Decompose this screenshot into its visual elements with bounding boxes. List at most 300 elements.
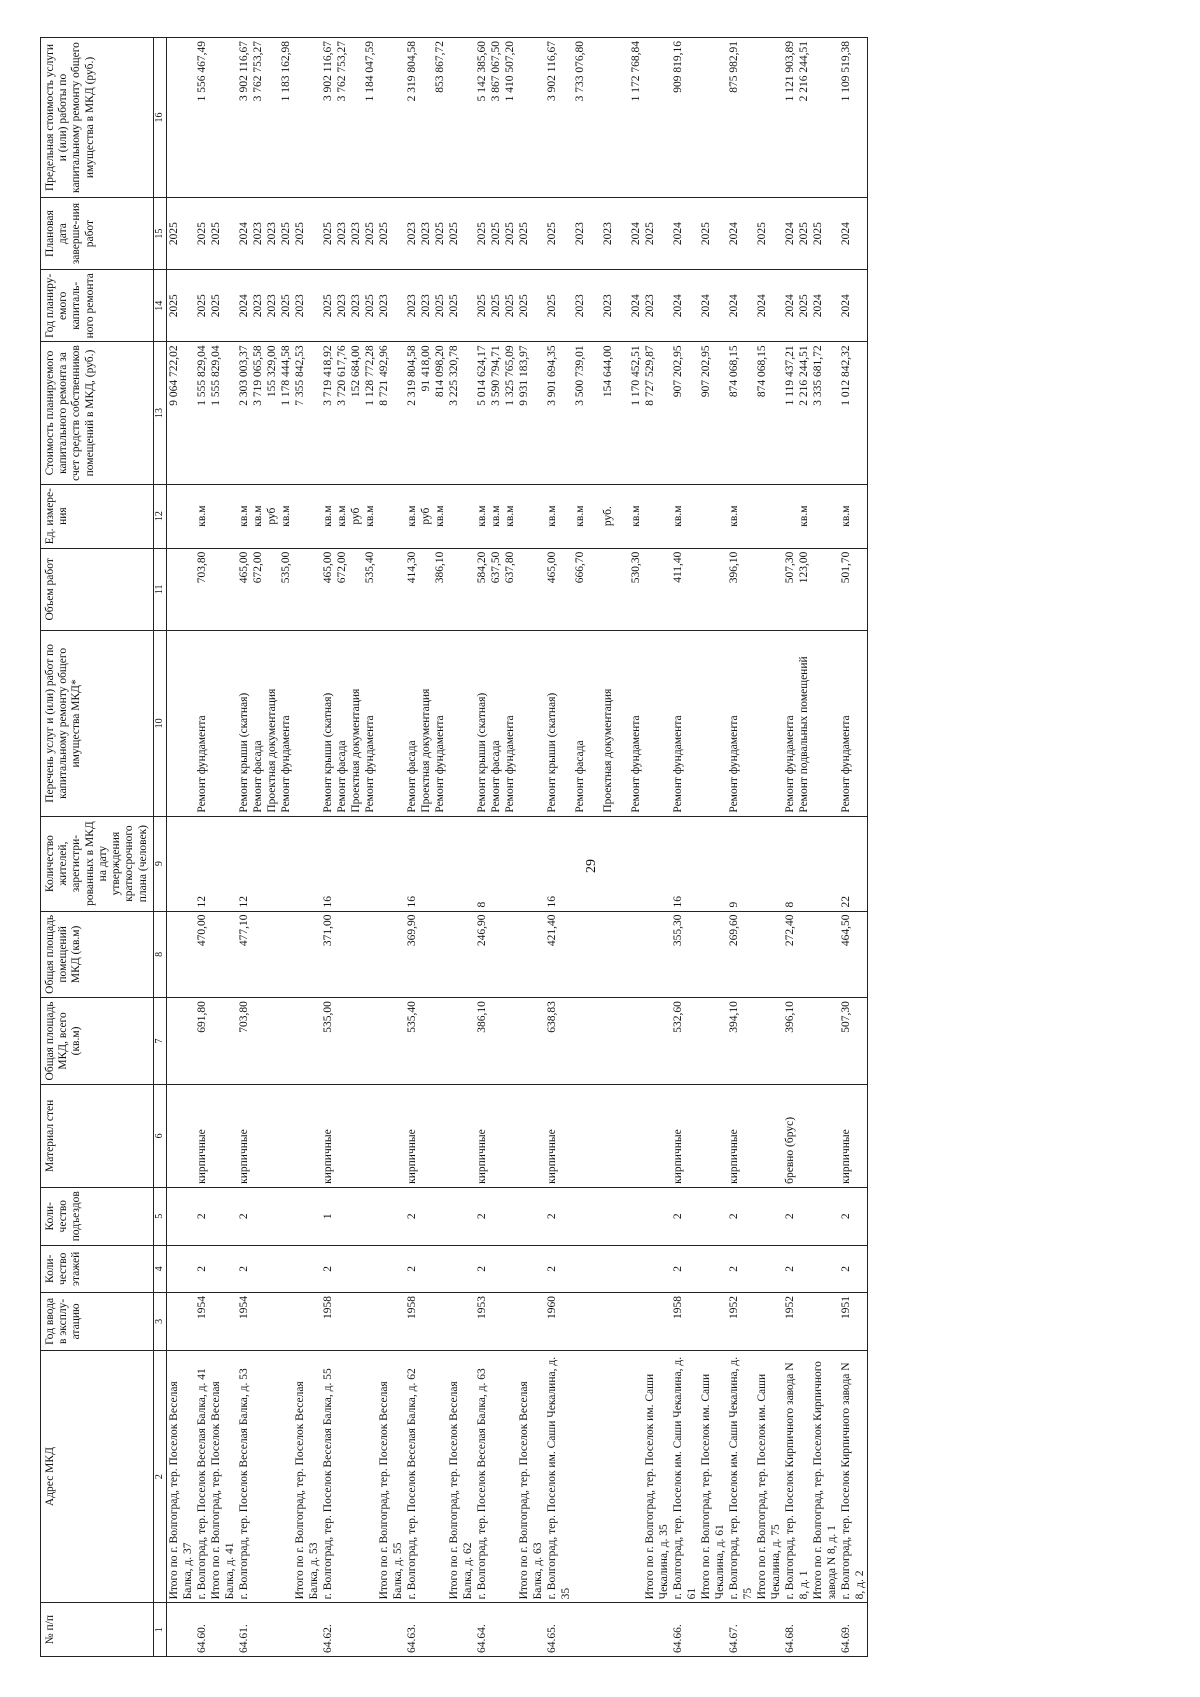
volume-cell	[475, 548, 517, 630]
unit-cell	[671, 484, 699, 548]
year-cell: 1952	[727, 1293, 755, 1351]
planned-date-cell-line: 2025	[700, 222, 713, 246]
cost-cell-line: 3 720 617,76	[335, 345, 348, 406]
unit-cell	[166, 484, 195, 548]
cost-cell-line: 3 719 418,92	[321, 345, 334, 406]
unit-cell-line: кв.м	[489, 505, 502, 527]
volume-cell-line	[419, 552, 433, 627]
limit-cost-cell-line: 1 109 519,38	[840, 41, 853, 102]
limit-cost-cell-line: 5 142 385,60	[475, 41, 488, 102]
planned-date-cell	[377, 198, 405, 270]
column-number: 15	[153, 198, 166, 270]
cost-cell	[166, 342, 195, 484]
address-cell: Итого по г. Волгоград, тер. Поселок им. Саши Чекалина, д. 35	[643, 1350, 671, 1603]
volume-cell	[811, 548, 839, 630]
premises-area-cell	[377, 911, 405, 998]
planned-date-cell-line: 2023	[349, 222, 362, 246]
volume-cell	[195, 548, 209, 630]
unit-cell-line: кв.м	[405, 505, 418, 527]
cost-cell-line: 1 325 765,09	[503, 345, 516, 406]
cost-cell-line: 1 170 452,51	[629, 345, 642, 406]
works-cell	[293, 631, 321, 817]
planned-date-cell-line: 2025	[433, 222, 446, 246]
table-row	[839, 38, 868, 1657]
year-cell	[166, 1293, 195, 1351]
row-number: 64.64.	[475, 1603, 517, 1657]
unit-cell-line: кв.м	[475, 505, 488, 527]
limit-cost-cell-line	[265, 41, 279, 194]
address-cell: Итого по г. Волгоград, тер. Поселок Веселая Балка, д. 41	[209, 1350, 237, 1603]
volume-cell-line: 637,80	[503, 551, 516, 584]
premises-area-cell: 355,30	[671, 911, 699, 998]
wall-material-cell	[643, 1084, 671, 1187]
year-cell	[643, 1293, 671, 1351]
planned-year-cell-line: 2025	[363, 294, 376, 318]
planned-year-cell-line: 2023	[293, 294, 306, 318]
works-cell	[783, 631, 811, 817]
year-cell: 1958	[321, 1293, 377, 1351]
planned-year-cell-line: 2024	[784, 294, 797, 318]
unit-cell-line: кв.м	[321, 505, 334, 527]
limit-cost-cell-line	[587, 41, 601, 194]
volume-cell	[783, 548, 811, 630]
planned-date-cell-line: 2024	[629, 222, 642, 246]
residents-cell: 22	[839, 816, 868, 911]
residents-cell: 16	[321, 816, 377, 911]
planned-date-cell	[475, 198, 517, 270]
residents-cell	[811, 816, 839, 911]
planned-year-cell-line: 2024	[756, 294, 769, 318]
column-header: Общая площадь МКД, всего (кв.м)	[41, 998, 154, 1085]
row-number	[643, 1603, 671, 1657]
floors-cell	[447, 1245, 475, 1292]
limit-cost-cell	[405, 38, 447, 198]
works-cell-line: Ремонт фундамента	[629, 715, 642, 813]
table-row	[237, 38, 293, 1657]
total-area-cell	[166, 998, 195, 1085]
year-cell	[447, 1293, 475, 1351]
subtotal-row	[447, 38, 475, 1657]
residents-cell	[699, 816, 727, 911]
planned-date-cell	[293, 198, 321, 270]
unit-cell	[293, 484, 321, 548]
premises-area-cell	[517, 911, 545, 998]
limit-cost-cell	[195, 38, 209, 198]
volume-cell	[237, 548, 293, 630]
total-area-cell	[699, 998, 727, 1085]
works-cell-line: Ремонт фундамента	[433, 715, 446, 813]
cost-cell-line: 152 684,00	[349, 345, 362, 398]
unit-cell-line: руб.	[601, 506, 614, 527]
planned-date-cell	[811, 198, 839, 270]
unit-cell-line: кв.м	[433, 505, 446, 527]
planned-year-cell-line: 2023	[419, 294, 432, 318]
unit-cell-line: руб	[349, 507, 362, 525]
premises-area-cell: 421,40	[545, 911, 643, 998]
works-cell	[839, 631, 868, 817]
volume-cell-line: 672,00	[335, 551, 348, 584]
unit-cell	[377, 484, 405, 548]
planned-date-cell	[209, 198, 237, 270]
works-cell-line: Ремонт фасада	[405, 740, 418, 813]
entrances-cell	[699, 1187, 727, 1245]
planned-year-cell	[545, 270, 643, 342]
planned-year-cell-line: 2024	[840, 294, 853, 318]
limit-cost-cell	[447, 38, 475, 198]
cost-cell-line: 1 178 444,58	[279, 345, 292, 406]
planned-year-cell-line: 2025	[321, 294, 334, 318]
planned-date-cell	[405, 198, 447, 270]
unit-cell	[727, 484, 755, 548]
limit-cost-cell-line: 1 172 768,84	[629, 41, 642, 102]
works-cell	[699, 631, 727, 817]
entrances-cell	[447, 1187, 475, 1245]
premises-area-cell	[811, 911, 839, 998]
planned-year-cell-line: 2024	[728, 294, 741, 318]
planned-date-cell	[517, 198, 545, 270]
cost-cell	[517, 342, 545, 484]
unit-cell	[783, 484, 811, 548]
planned-date-cell-line: 2025	[363, 222, 376, 246]
volume-cell	[321, 548, 377, 630]
total-area-cell	[643, 998, 671, 1085]
residents-cell: 12	[195, 816, 209, 911]
entrances-cell: 2	[727, 1187, 755, 1245]
cost-cell	[671, 342, 699, 484]
row-number	[755, 1603, 783, 1657]
subtotal-row	[517, 38, 545, 1657]
limit-cost-cell-line: 909 819,16	[671, 41, 684, 93]
header-row	[41, 38, 154, 1657]
volume-cell-line: 672,00	[251, 551, 264, 584]
planned-date-cell-line: 2025	[293, 222, 306, 246]
unit-cell-line: кв.м	[335, 505, 348, 527]
cost-cell-line: 1 555 829,04	[209, 345, 222, 406]
total-area-cell	[293, 998, 321, 1085]
limit-cost-cell	[727, 38, 755, 198]
floors-cell	[699, 1245, 727, 1292]
works-cell-line: Ремонт крыши (скатная)	[475, 692, 488, 813]
address-cell: Итого по г. Волгоград, тер. Поселок Веселая Балка, д. 62	[447, 1350, 475, 1603]
cost-cell-line: 3 500 739,01	[573, 345, 586, 406]
limit-cost-cell-line: 3 902 116,67	[545, 41, 558, 101]
rotated-sheet	[40, 37, 1170, 1657]
page-number: 29	[584, 859, 599, 873]
row-number: 64.69.	[839, 1603, 868, 1657]
cost-cell	[377, 342, 405, 484]
column-number: 9	[153, 816, 166, 911]
cost-cell	[447, 342, 475, 484]
works-cell-line: Ремонт фундамента	[195, 715, 208, 813]
planned-date-cell	[671, 198, 699, 270]
address-cell: Итого по г. Волгоград, тер. Поселок им. Саши Чекалина, д. 75	[755, 1350, 783, 1603]
volume-cell	[293, 548, 321, 630]
planned-date-cell-line: 2025	[517, 222, 530, 246]
wall-material-cell	[811, 1084, 839, 1187]
planned-year-cell-line: 2023	[573, 294, 586, 318]
row-number: 64.65.	[545, 1603, 643, 1657]
planned-year-cell-line: 2023	[335, 294, 348, 318]
volume-cell-line: 465,00	[321, 551, 334, 584]
volume-cell-line: 703,80	[195, 551, 208, 584]
row-number: 64.61.	[237, 1603, 293, 1657]
unit-cell-line: кв.м	[545, 505, 558, 527]
planned-date-cell	[839, 198, 868, 270]
volume-cell-line: 530,30	[629, 551, 642, 584]
limit-cost-cell	[475, 38, 517, 198]
planned-date-cell	[195, 198, 209, 270]
cost-cell-line: 3 225 320,78	[447, 345, 460, 406]
cost-cell-line: 154 644,00	[601, 345, 614, 398]
planned-date-cell-line: 2024	[728, 222, 741, 246]
planned-year-cell	[783, 270, 811, 342]
planned-date-cell	[699, 198, 727, 270]
year-cell	[755, 1293, 783, 1351]
floors-cell: 2	[195, 1245, 209, 1292]
wall-material-cell: кирпичные	[475, 1084, 517, 1187]
works-cell-line: Ремонт крыши (скатная)	[237, 692, 250, 813]
column-header: Перечень услуг и (или) работ по капитальному ремонту общего имущества МКД*	[41, 631, 154, 817]
floors-cell: 2	[545, 1245, 643, 1292]
planned-date-cell-line	[559, 201, 573, 266]
premises-area-cell	[447, 911, 475, 998]
wall-material-cell: кирпичные	[195, 1084, 209, 1187]
unit-cell-line: кв.м	[503, 505, 516, 527]
year-cell	[699, 1293, 727, 1351]
row-number	[517, 1603, 545, 1657]
volume-cell-line	[587, 552, 601, 627]
wall-material-cell: кирпичные	[839, 1084, 868, 1187]
cost-cell-line: 155 329,00	[265, 345, 278, 398]
works-cell-line: Ремонт фундамента	[671, 715, 684, 813]
entrances-cell: 2	[195, 1187, 209, 1245]
volume-cell-line: 501,70	[840, 551, 853, 584]
entrances-cell	[517, 1187, 545, 1245]
total-area-cell: 691,80	[195, 998, 209, 1085]
floors-cell: 2	[405, 1245, 447, 1292]
volume-cell	[377, 548, 405, 630]
works-cell-line: Проектная документация	[601, 688, 614, 813]
wall-material-cell: бревно (брус)	[783, 1084, 811, 1187]
volume-cell-line: 414,30	[405, 551, 418, 584]
column-number: 3	[153, 1293, 166, 1351]
limit-cost-cell	[293, 38, 321, 198]
entrances-cell: 2	[783, 1187, 811, 1245]
cost-cell-line: 814 098,20	[433, 345, 446, 398]
unit-cell	[643, 484, 671, 548]
cost-cell-line: 2 303 003,37	[237, 345, 250, 406]
planned-year-cell	[447, 270, 475, 342]
volume-cell-line: 584,20	[475, 551, 488, 584]
volume-cell	[699, 548, 727, 630]
planned-year-cell	[643, 270, 671, 342]
column-number: 2	[153, 1350, 166, 1603]
column-number: 10	[153, 631, 166, 817]
limit-cost-cell	[166, 38, 195, 198]
limit-cost-cell-line: 1 121 903,89	[784, 41, 797, 102]
unit-cell	[755, 484, 783, 548]
table-row	[475, 38, 517, 1657]
unit-cell-line	[587, 488, 601, 545]
total-area-cell: 532,60	[671, 998, 699, 1085]
planned-year-cell	[293, 270, 321, 342]
subtotal-row	[643, 38, 671, 1657]
planned-date-cell-line: 2025	[812, 222, 825, 246]
volume-cell	[671, 548, 699, 630]
limit-cost-cell-line	[615, 41, 629, 194]
works-cell-line: Проектная документация	[419, 688, 432, 813]
total-area-cell: 703,80	[237, 998, 293, 1085]
planned-year-cell-line: 2025	[167, 294, 180, 318]
address-cell: г. Волгоград, тер. Поселок Веселая Балка, д. 63	[475, 1350, 517, 1603]
floors-cell	[209, 1245, 237, 1292]
planned-year-cell	[377, 270, 405, 342]
wall-material-cell	[166, 1084, 195, 1187]
column-header: Год планиру-емого капиталь-ного ремонта	[41, 270, 154, 342]
unit-cell-line: кв.м	[251, 505, 264, 527]
planned-year-cell-line: 2023	[601, 294, 614, 318]
unit-cell-line: кв.м	[363, 505, 376, 527]
table-row	[727, 38, 755, 1657]
limit-cost-cell	[209, 38, 237, 198]
limit-cost-cell-line: 3 867 067,50	[489, 41, 502, 102]
column-header: Предельная стоимость услуги и (или) работы по капитальному ремонту общего имущества в МКД (руб.)	[41, 38, 154, 198]
row-number	[811, 1603, 839, 1657]
planned-year-cell-line: 2024	[812, 294, 825, 318]
entrances-cell: 2	[405, 1187, 447, 1245]
works-cell-line: Ремонт фундамента	[279, 715, 292, 813]
planned-year-cell-line: 2024	[237, 294, 250, 318]
works-cell	[545, 631, 643, 817]
cost-cell	[405, 342, 447, 484]
volume-cell-line	[265, 552, 279, 627]
planned-year-cell	[405, 270, 447, 342]
premises-area-cell	[699, 911, 727, 998]
subtotal-row	[811, 38, 839, 1657]
row-number	[166, 1603, 195, 1657]
address-cell: г. Волгоград, тер. Поселок им. Саши Чекалина, д. 75	[727, 1350, 755, 1603]
year-cell: 1954	[195, 1293, 209, 1351]
cost-cell-line: 907 202,95	[700, 345, 713, 398]
planned-date-cell-line: 2025	[798, 222, 811, 246]
cost-cell-line	[587, 345, 601, 480]
residents-cell	[517, 816, 545, 911]
cost-cell-line: 7 355 842,53	[293, 345, 306, 406]
unit-cell-line: руб	[265, 507, 278, 525]
premises-area-cell: 371,00	[321, 911, 377, 998]
planned-date-cell-line: 2025	[167, 222, 180, 246]
row-number: 64.68.	[783, 1603, 811, 1657]
column-header: Общая площадь помещений МКД (кв.м)	[41, 911, 154, 998]
cost-cell	[293, 342, 321, 484]
entrances-cell: 2	[671, 1187, 699, 1245]
limit-cost-cell-line: 875 982,91	[728, 41, 741, 93]
planned-year-cell-line: 2025	[489, 294, 502, 318]
unit-cell-line	[615, 488, 629, 545]
volume-cell-line: 507,30	[784, 551, 797, 584]
entrances-cell	[811, 1187, 839, 1245]
row-number: 64.63.	[405, 1603, 447, 1657]
unit-cell	[811, 484, 839, 548]
planned-year-cell-line	[615, 273, 629, 338]
total-area-cell: 535,00	[321, 998, 377, 1085]
wall-material-cell	[377, 1084, 405, 1187]
planned-year-cell-line: 2025	[279, 294, 292, 318]
volume-cell-line	[615, 552, 629, 627]
planned-year-cell	[839, 270, 868, 342]
volume-cell-line: 535,40	[363, 551, 376, 584]
works-cell-line: Ремонт фундамента	[784, 715, 797, 813]
planned-date-cell	[783, 198, 811, 270]
column-number: 1	[153, 1603, 166, 1657]
column-header: № п/п	[41, 1603, 154, 1657]
column-header: Ед. измере-ния	[41, 484, 154, 548]
works-cell	[811, 631, 839, 817]
planned-year-cell-line: 2023	[251, 294, 264, 318]
works-cell-line	[615, 634, 629, 813]
entrances-cell: 2	[475, 1187, 517, 1245]
cost-cell	[209, 342, 237, 484]
floors-cell	[517, 1245, 545, 1292]
table-row	[321, 38, 377, 1657]
residents-cell: 12	[237, 816, 293, 911]
unit-cell	[321, 484, 377, 548]
wall-material-cell: кирпичные	[237, 1084, 293, 1187]
column-header: Стоимость планируемого капитального ремонта за счет средств собственников помещений в МКД, (руб.)	[41, 342, 154, 484]
planned-date-cell-line	[615, 201, 629, 266]
planned-date-cell-line: 2025	[503, 222, 516, 246]
total-area-cell	[447, 998, 475, 1085]
column-number: 8	[153, 911, 166, 998]
year-cell: 1952	[783, 1293, 811, 1351]
works-cell-line: Ремонт крыши (скатная)	[321, 692, 334, 813]
volume-cell	[166, 548, 195, 630]
floors-cell: 2	[783, 1245, 811, 1292]
column-header: Плановая дата заверше-ния работ	[41, 198, 154, 270]
volume-cell	[405, 548, 447, 630]
premises-area-cell: 369,90	[405, 911, 447, 998]
address-cell: г. Волгоград, тер. Поселок Кирпичного завода N 8, д. 1	[783, 1350, 811, 1603]
works-cell-line	[559, 634, 573, 813]
planned-year-cell	[475, 270, 517, 342]
table-row	[671, 38, 699, 1657]
planned-date-cell-line: 2025	[447, 222, 460, 246]
limit-cost-cell-line: 1 556 467,49	[195, 41, 208, 102]
unit-cell-line	[559, 488, 573, 545]
year-cell: 1960	[545, 1293, 643, 1351]
unit-cell	[475, 484, 517, 548]
works-cell	[209, 631, 237, 817]
planned-date-cell	[237, 198, 293, 270]
floors-cell	[166, 1245, 195, 1292]
limit-cost-cell-line	[419, 41, 433, 194]
planned-year-cell	[755, 270, 783, 342]
volume-cell-line: 396,10	[728, 551, 741, 584]
wall-material-cell: кирпичные	[321, 1084, 377, 1187]
planned-date-cell-line: 2025	[545, 222, 558, 246]
column-number: 7	[153, 998, 166, 1085]
column-header: Коли-чество подъездов	[41, 1187, 154, 1245]
works-cell	[321, 631, 377, 817]
works-cell	[447, 631, 475, 817]
planned-date-cell	[727, 198, 755, 270]
premises-area-cell: 477,10	[237, 911, 293, 998]
planned-date-cell-line: 2025	[475, 222, 488, 246]
planned-year-cell-line: 2023	[643, 294, 656, 318]
premises-area-cell	[643, 911, 671, 998]
column-header: Количество жителей, зарегистри-рованных в МКД на дату утверждения краткосрочного плана (человек)	[41, 816, 154, 911]
cost-cell-line: 5 014 624,17	[475, 345, 488, 406]
